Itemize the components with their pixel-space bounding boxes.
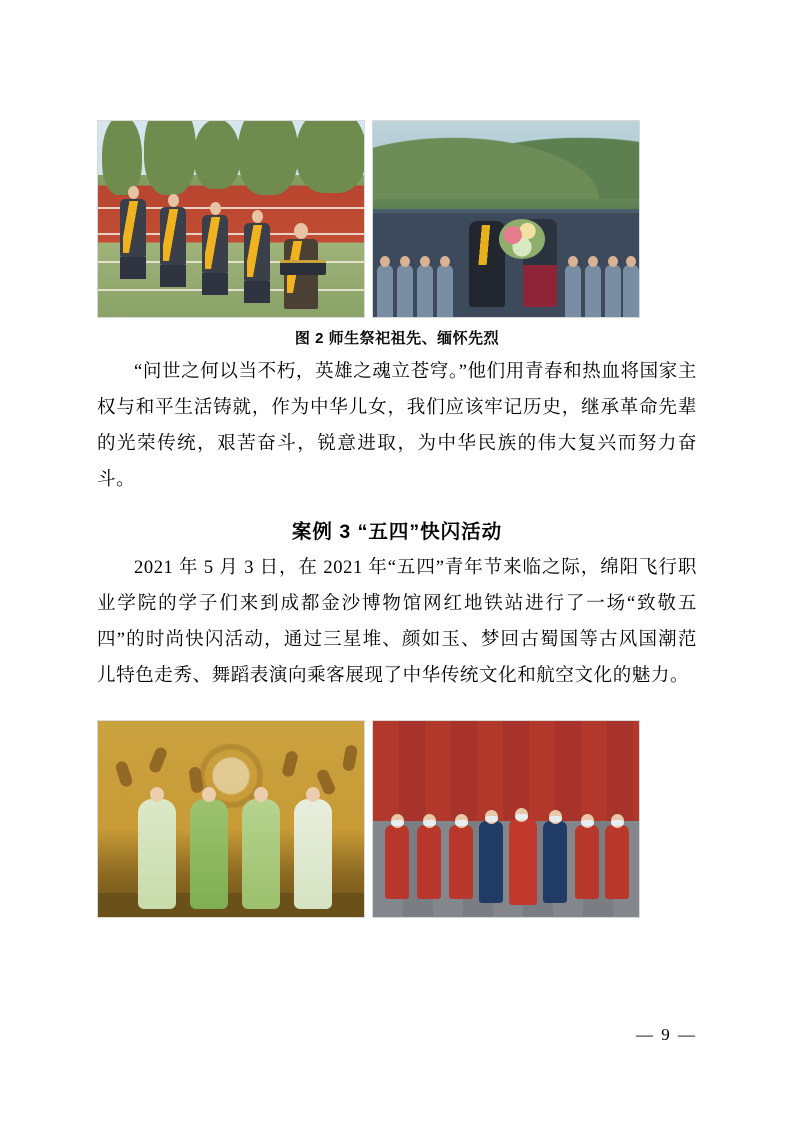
dancer-figure bbox=[190, 799, 228, 909]
station-wall bbox=[373, 721, 639, 825]
tree-shape bbox=[194, 120, 240, 189]
track-lane-line bbox=[98, 289, 364, 291]
photo-hills bbox=[373, 121, 639, 199]
dancer-figure bbox=[294, 799, 332, 909]
student-figure bbox=[120, 186, 146, 279]
hanfu-performance-photo bbox=[97, 720, 365, 918]
ceremony-procession-photo bbox=[97, 120, 365, 318]
crew-figure bbox=[449, 825, 473, 899]
crew-figure bbox=[385, 825, 409, 899]
figure-3-images bbox=[97, 720, 697, 918]
flower-presentation-photo bbox=[372, 120, 640, 318]
crew-officer-figure bbox=[543, 821, 567, 903]
crew-captain-figure bbox=[479, 821, 503, 903]
student-figure bbox=[160, 194, 186, 287]
dancer-figure bbox=[242, 799, 280, 909]
crew-figure bbox=[417, 825, 441, 899]
page-content bbox=[97, 120, 697, 918]
crew-leader-figure bbox=[509, 819, 537, 905]
crew-figure bbox=[575, 825, 599, 899]
tree-shape bbox=[102, 120, 142, 195]
bouquet-shape bbox=[499, 219, 545, 259]
paragraph-quote: “问世之何以当不朽，英雄之魂立苍穹。”他们用青春和热血将国家主权与和平生活铸就，作为中华儿女，我们应该牢记历史，继承革命先辈的光荣传统，艰苦奋斗，锐意进取，为中华民族的伟大复兴而努力奋斗。 bbox=[97, 362, 697, 490]
tree-shape bbox=[238, 120, 298, 195]
tree-shape bbox=[144, 120, 196, 195]
student-figure bbox=[202, 202, 228, 295]
page-number: — 9 — bbox=[636, 1025, 697, 1044]
student-figure bbox=[244, 210, 270, 303]
figure-2-images bbox=[97, 120, 697, 318]
dancer-figure bbox=[138, 799, 176, 909]
figure-2-caption: 图 2 师生祭祀祖先、缅怀先烈 bbox=[294, 330, 500, 347]
flight-crew-lineup-photo bbox=[372, 720, 640, 918]
student-leader-figure bbox=[284, 223, 318, 309]
tree-shape bbox=[296, 120, 365, 193]
station-floor bbox=[373, 821, 639, 917]
case-3-heading: 案例 3 “五四”快闪活动 bbox=[291, 521, 503, 543]
paragraph-case-3: 2021 年 5 月 3 日，在 2021 年“五四”青年节来临之际，绵阳飞行职业学院的学子们来到成都金沙博物馆网红地铁站进行了一场“致敬五四”的时尚快闪活动，通过三星堆、颜如玉、梦回古蜀国等古风国潮范儿特色走秀、舞蹈表演向乘客展现了中华传统文化和航空文化的魅力。 bbox=[97, 558, 697, 686]
crew-figure bbox=[605, 825, 629, 899]
